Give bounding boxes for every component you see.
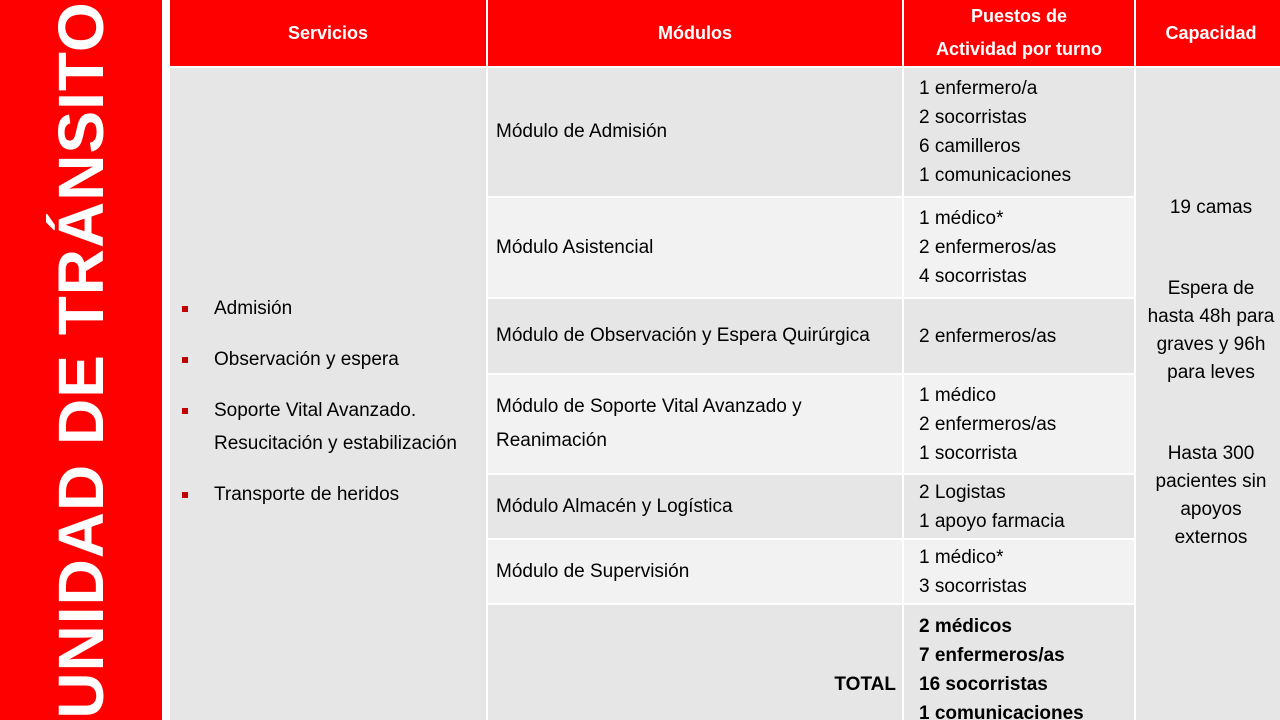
- square-bullet-icon: [182, 306, 188, 312]
- puesto-line: 1 apoyo farmacia: [919, 510, 1065, 532]
- capacidad-cell: [1136, 68, 1280, 720]
- puestos-cell: [904, 299, 1134, 373]
- puesto-line: 1 médico: [919, 384, 997, 406]
- servicio-label: Soporte Vital Avanzado.: [214, 399, 417, 421]
- puesto-line: 1 médico*: [919, 208, 1004, 229]
- servicio-label-continued: Resucitación y estabilización: [214, 432, 457, 454]
- servicio-item: [180, 478, 478, 511]
- servicios-cell: [170, 68, 486, 720]
- servicio-label: Observación y espera: [214, 348, 399, 370]
- header-servicios: Servicios: [170, 0, 486, 66]
- total-line: 2 médicos: [919, 615, 1012, 637]
- square-bullet-icon: [182, 492, 188, 498]
- header-modulos: Módulos: [488, 0, 902, 66]
- puesto-line: 6 camilleros: [919, 136, 1021, 157]
- puesto-line: 2 Logistas: [919, 481, 1006, 503]
- puesto-line: 3 socorristas: [919, 575, 1027, 597]
- puesto-line: 1 socorrista: [919, 442, 1018, 464]
- modulo-cell: Módulo de Admisión: [488, 68, 902, 196]
- capacidad-espera: Espera de hasta 48h para graves y 96h para leves: [1147, 278, 1275, 383]
- puesto-line: 1 comunicaciones: [919, 165, 1072, 186]
- puestos-cell: [904, 375, 1134, 473]
- total-line: 7 enfermeros/as: [919, 644, 1065, 666]
- servicio-item: [180, 394, 478, 460]
- puesto-line: 1 enfermero/a: [919, 78, 1038, 99]
- servicios-list: [180, 292, 478, 511]
- puestos-cell: [904, 68, 1134, 196]
- total-line: 16 socorristas: [919, 673, 1048, 695]
- header-puestos: [904, 0, 1134, 66]
- modulo-cell: Módulo de Supervisión: [488, 540, 902, 603]
- header-capacidad: Capacidad: [1136, 0, 1280, 66]
- services-table: [170, 0, 1280, 720]
- puesto-line: 2 enfermeros/as: [919, 237, 1057, 258]
- side-title: UNIDAD DE TRÁNSITO: [45, 1, 117, 719]
- servicio-label: Transporte de heridos: [214, 483, 400, 505]
- square-bullet-icon: [182, 408, 188, 414]
- total-label: TOTAL: [488, 605, 902, 720]
- total-values-cell: [904, 605, 1134, 720]
- puesto-line: 2 socorristas: [919, 107, 1027, 128]
- side-banner: [0, 0, 162, 720]
- modulo-cell: Módulo de Soporte Vital Avanzado y Reanimación: [488, 375, 902, 473]
- capacidad-camas: 19 camas: [1169, 197, 1253, 218]
- header-puestos-line2: Actividad por turno: [936, 39, 1102, 59]
- puesto-line: 4 socorristas: [919, 266, 1027, 287]
- servicio-item: [180, 343, 478, 376]
- capacidad-pacientes: Hasta 300 pacientes sin apoyos externos: [1155, 443, 1267, 548]
- puesto-line: 2 enfermeros/as: [919, 325, 1057, 347]
- servicio-item: [180, 292, 478, 325]
- puestos-cell: [904, 475, 1134, 538]
- modulo-cell: Módulo Asistencial: [488, 198, 902, 297]
- puesto-line: 2 enfermeros/as: [919, 413, 1057, 435]
- puestos-cell: [904, 198, 1134, 297]
- puestos-cell: [904, 540, 1134, 603]
- modulo-cell: Módulo Almacén y Logística: [488, 475, 902, 538]
- header-puestos-line1: Puestos de: [970, 6, 1068, 26]
- puesto-line: 1 médico*: [919, 546, 1004, 568]
- servicio-label: Admisión: [214, 297, 293, 319]
- total-line: 1 comunicaciones: [919, 702, 1084, 720]
- modulo-cell: Módulo de Observación y Espera Quirúrgica: [488, 299, 902, 373]
- square-bullet-icon: [182, 357, 188, 363]
